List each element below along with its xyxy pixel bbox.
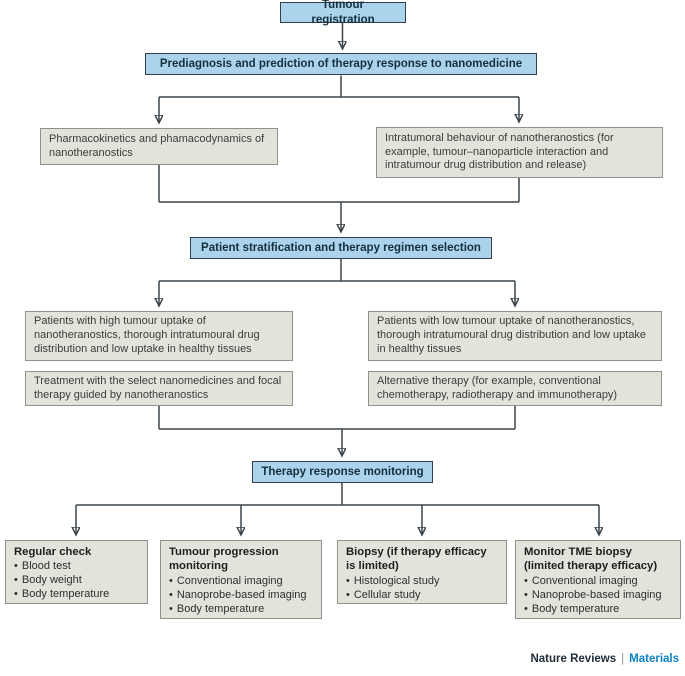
bullet-text: Cellular study <box>353 588 421 601</box>
list-item <box>169 589 313 603</box>
node-high-tumour-uptake: Patients with high tumour uptake of nanotheranostics, thorough intratumoural drug distribution and low uptake in healthy tissues <box>25 311 293 361</box>
bullet-icon: • <box>14 574 18 587</box>
panel-bullet-list <box>14 560 139 602</box>
list-item <box>524 603 672 617</box>
journal-credit <box>530 653 679 665</box>
publication-name: Materials <box>629 653 679 665</box>
credit-separator: | <box>621 653 625 665</box>
panel-bullet-list <box>346 575 498 603</box>
panel-bullet-list <box>169 575 313 617</box>
node-prediagnosis: Prediagnosis and prediction of therapy response to nanomedicine <box>145 53 537 75</box>
bullet-text: Blood test <box>21 560 71 573</box>
panel-biopsy <box>337 540 507 604</box>
journal-name: Nature Reviews <box>530 653 617 665</box>
bullet-icon: • <box>169 602 173 615</box>
bullet-icon: • <box>169 588 173 601</box>
list-item <box>14 560 139 574</box>
list-item <box>14 574 139 588</box>
bullet-icon: • <box>14 588 18 601</box>
node-low-tumour-uptake: Patients with low tumour uptake of nanotheranostics, thorough intratumoural drug distribution and low uptake in healthy tissues <box>368 311 662 361</box>
list-item <box>346 575 498 589</box>
panel-title: Tumour progression monitoring <box>169 546 279 573</box>
panel-regular-check <box>5 540 148 604</box>
list-item <box>169 575 313 589</box>
bullet-icon: • <box>14 560 18 573</box>
node-tumour-registration: Tumour registration <box>280 2 406 23</box>
bullet-icon: • <box>346 588 350 601</box>
panel-title: Biopsy (if therapy efficacy is limited) <box>346 546 487 573</box>
node-alternative-therapy: Alternative therapy (for example, conventional chemotherapy, radiotherapy and immunotherapy) <box>368 371 662 406</box>
panel-monitor-tme-biopsy <box>515 540 681 619</box>
panel-title: Monitor TME biopsy (limited therapy efficacy) <box>524 546 658 573</box>
bullet-icon: • <box>524 602 528 615</box>
list-item <box>346 589 498 603</box>
bullet-text: Conventional imaging <box>176 574 283 587</box>
node-treatment-nanomedicines: Treatment with the select nanomedicines and focal therapy guided by nanotheranostics <box>25 371 293 406</box>
bullet-text: Body weight <box>21 574 82 587</box>
node-therapy-response-monitoring: Therapy response monitoring <box>252 461 433 483</box>
list-item <box>524 589 672 603</box>
bullet-text: Body temperature <box>176 602 265 615</box>
bullet-icon: • <box>524 574 528 587</box>
node-pharmacokinetics: Pharmacokinetics and phamacodynamics of nanotheranostics <box>40 128 278 165</box>
bullet-text: Conventional imaging <box>531 574 638 587</box>
bullet-text: Body temperature <box>531 602 620 615</box>
list-item <box>169 603 313 617</box>
bullet-text: Histological study <box>353 574 440 587</box>
bullet-text: Body temperature <box>21 588 110 601</box>
bullet-icon: • <box>169 574 173 587</box>
node-patient-stratification: Patient stratification and therapy regimen selection <box>190 237 492 259</box>
bullet-text: Nanoprobe-based imaging <box>176 588 307 601</box>
node-intratumoral-behaviour: Intratumoral behaviour of nanotheranostics (for example, tumour–nanoparticle interaction and intratumour drug distribution and release) <box>376 127 663 178</box>
list-item <box>14 588 139 602</box>
panel-tumour-progression <box>160 540 322 619</box>
list-item <box>524 575 672 589</box>
panel-bullet-list <box>524 575 672 617</box>
panel-title: Regular check <box>14 546 92 558</box>
bullet-icon: • <box>524 588 528 601</box>
bullet-text: Nanoprobe-based imaging <box>531 588 662 601</box>
bullet-icon: • <box>346 574 350 587</box>
